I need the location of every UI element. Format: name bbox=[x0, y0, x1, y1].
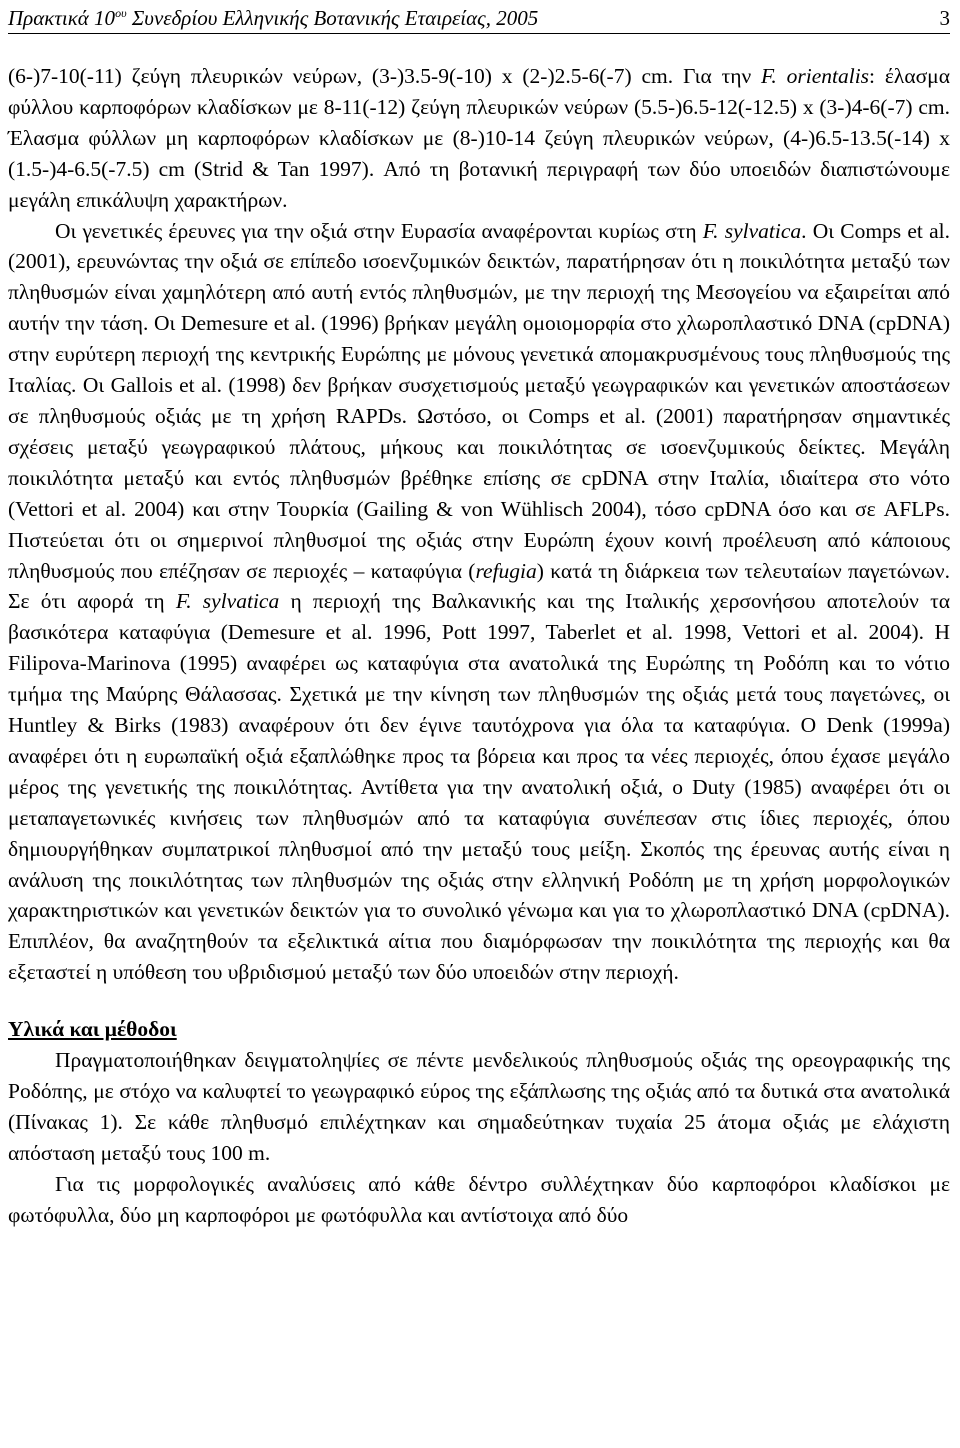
section-title: Υλικά και μέθοδοι bbox=[8, 1017, 177, 1042]
paragraph-sampling: Πραγματοποιήθηκαν δειγματοληψίες σε πέντε μενδελικούς πληθυσμούς οξιάς της ορεογραφικής της Ροδόπης, με στόχο να καλυφτεί το γεωγραφικό εύρος της εξάπλωσης της οξιάς από τα δυτικά στα ανατολικά (Πίνακας 1). Σε κάθε πληθυσμό επιλέχτηκαν και σημαδεύτηκαν τυχαία 25 άτομα οξιάς με ελάχιστη απόσταση μεταξύ τους 100 m. bbox=[8, 1048, 950, 1165]
text-run: (6-)7-10(-11) ζεύγη πλευρικών νεύρων, (3-)3.5-9(-10) x (2-)2.5-6(-7) cm. Για την bbox=[8, 64, 762, 88]
paragraph-genetics bbox=[8, 216, 950, 989]
header-title-post: Συνεδρίου Ελληνικής Βοτανικής Εταιρείας, 2005 bbox=[126, 6, 539, 30]
text-run: . Οι Comps et al. (2001), ερευνώντας την οξιά σε επίπεδο ισοενζυμικών δεικτών, παρατήρησαν ότι η ποικιλότητα μεταξύ των πληθυσμών είναι χαμηλότερη από αυτή εντός πληθυσμών, με την περιοχή της Μεσογείου να εξαιρείται από αυτήν την τάση. Οι Demesure et al. (1996) βρήκαν μεγάλη ομοιομορφία στο χλωροπλαστικό DNA (cpDNA) στην ευρύτερη περιοχή της κεντρικής Ευρώπης με μόνους γενετικά απομακρυσμένους τους πληθυσμούς της Ιταλίας. Οι Gallois et al. (1998) δεν βρήκαν συσχετισμούς μεταξύ γεωγραφικών και γενετικών αποστάσεων σε πληθυσμούς οξιάς με τη χρήση RAPDs. Ωστόσο, οι Comps et al. (2001) παρατήρησαν σημαντικές σχέσεις μεταξύ γεωγραφικού πλάτους, μήκους και ποικιλότητας σε ισοενζυμικούς δείκτες. Μεγάλη ποικιλότητα μεταξύ και εντός πληθυσμών βρέθηκε επίσης σε cpDNA στην Ιταλία, ιδιαίτερα στο νότο (Vettori et al. 2004) και στην Τουρκία (Gailing & von Wühlisch 2004), τόσο cpDNA όσο και σε AFLPs. Πιστεύεται ότι οι σημερινοί πληθυσμοί της οξιάς στην Ευρώπη έχουν κοινή προέλευση από κάποιους πληθυσμούς που επέζησαν σε περιοχές – καταφύγια ( bbox=[8, 218, 950, 583]
term-refugia: refugia bbox=[475, 558, 537, 583]
species-name: F. sylvatica bbox=[702, 218, 802, 243]
page-number: 3 bbox=[939, 6, 950, 30]
header-title-pre: Πρακτικά 10 bbox=[8, 6, 116, 30]
species-name: F. sylvatica bbox=[175, 589, 280, 614]
paragraph-morphological-analysis: Για τις μορφολογικές αναλύσεις από κάθε δέντρο συλλέχτηκαν δύο καρποφόροι κλαδίσκοι με φωτόφυλλα, δύο μη καρποφόροι με φωτόφυλλα και αντίστοιχα από δύο bbox=[8, 1171, 950, 1227]
text-run: η περιοχή της Βαλκανικής και της Ιταλικής χερσονήσου αποτελούν τα βασικότερα καταφύγια (Demesure et al. 1996, Pott 1997, Taberlet et al. 1998, Vettori et al. 2004). Η Filipova-Marinova (1995) αναφέρει ως καταφύγια στα ανατολικά της Ευρώπης τη Ροδόπη και το νότιο τμήμα της Μαύρης Θάλασσας. Σχετικά με την κίνηση των πληθυσμών της οξιάς μετά τους παγετώνες, οι Huntley & Birks (1983) αναφέρουν ότι δεν έγινε ταυτόχρονα για όλα τα καταφύγια. Ο Denk (1999a) αναφέρει ότι η ευρωπαϊκή οξιά εξαπλώθηκε προς τα βόρεια και προς τα νέες περιοχές, όπου έχασε μεγάλο μέρος της γενετικής της ποικιλότητας. Αντίθετα για την ανατολική οξιά, ο Duty (1985) αναφέρει ότι οι μεταπαγετωνικές κινήσεις των πληθυσμών από τα καταφύγια συνέπεσαν στις ίδιες περιοχές, όπου δημιουργήθηκαν συμπατρικοί πληθυσμοί από την μεταξύ τους μείξη. Σκοπός της έρευνας αυτής είναι η ανάλυση της ποικιλότητας των πληθυσμών της οξιάς στην ελληνική Ροδόπη με τη χρήση μορφολογικών χαρακτηριστικών και γενετικών δεικτών για το συνολικό γένωμα και για το χλωροπλαστικό DNA (cpDNA). Επιπλέον, θα αναζητηθούν τα εξελικτικά αίτια που διαμόρφωσαν την ποικιλότητα της περιοχής και θα εξεταστεί η υπόθεση του υβριδισμού μεταξύ των δύο υποειδών στην περιοχή. bbox=[8, 589, 951, 985]
paragraph-morphology bbox=[8, 61, 950, 216]
page-body bbox=[8, 61, 950, 1231]
text-run: ) κατά τη διάρκεια των τελευταίων παγετώνων. Σε ότι αφορά τη bbox=[8, 558, 950, 614]
species-name: F. orientalis bbox=[761, 64, 870, 88]
header-title-sup: ου bbox=[115, 6, 127, 20]
section-heading bbox=[8, 1014, 950, 1045]
header-title bbox=[8, 3, 538, 33]
running-header bbox=[8, 3, 950, 34]
text-run: : έλασμα φύλλου καρποφόρων κλαδίσκων με 8-11(-12) ζεύγη πλευρικών νεύρων (5.5-)6.5-12(-12.5) x (3-)4-6(-7) cm. Έλασμα φύλλων μη καρποφόρων κλαδίσκων με (8-)10-14 ζεύγη πλευρικών νεύρων, (4-)6.5-13.5(-14) x (1.5-)4-6.5(-7.5) cm (Strid & Tan 1997). Από τη βοτανική περιγραφή των δύο υποειδών διαπιστώνουμε μεγάλη επικάλυψη χαρακτήρων. bbox=[8, 64, 950, 212]
text-run: Οι γενετικές έρευνες για την οξιά στην Ευρασία αναφέρονται κυρίως στη bbox=[55, 218, 703, 243]
